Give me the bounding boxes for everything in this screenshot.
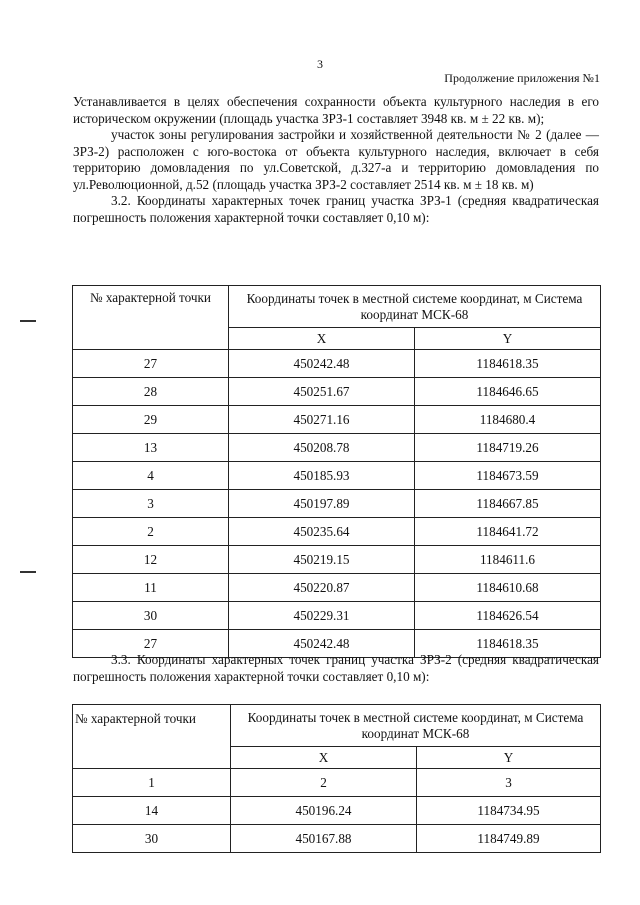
x-coordinate-cell: 450235.64 — [229, 518, 415, 546]
x-coordinate-cell: 450242.48 — [229, 630, 415, 658]
table-body — [73, 350, 601, 658]
intro-text — [73, 94, 599, 226]
page-number: 3 — [317, 57, 323, 71]
margin-mark — [20, 571, 36, 573]
x-coordinate-cell: 450208.78 — [229, 434, 415, 462]
x-coordinate-cell: 450185.93 — [229, 462, 415, 490]
point-number-cell: 28 — [73, 378, 229, 406]
point-number-cell: 29 — [73, 406, 229, 434]
y-coordinate-cell: 1184610.68 — [415, 574, 601, 602]
coordinates-table-zrz2 — [72, 704, 601, 853]
y-coordinate-cell: 1184673.59 — [415, 462, 601, 490]
x-coordinate-cell: 450220.87 — [229, 574, 415, 602]
table-body — [73, 769, 601, 853]
table-row — [73, 797, 601, 825]
table-row — [73, 518, 601, 546]
table-row — [73, 602, 601, 630]
y-coordinate-cell: 1184618.35 — [415, 350, 601, 378]
y-coordinate-cell: 1184667.85 — [415, 490, 601, 518]
table-row — [73, 378, 601, 406]
table-row — [73, 769, 601, 797]
column-header-x: X — [231, 747, 417, 769]
intro-paragraph-2: участок зоны регулирования застройки и хозяйственной деятельности № 2 (далее — ЗРЗ-2) расположен с юго-востока от объекта культурного наследия, включает в себя территорию домовладения по ул.Советской, д.327-а и территорию домовладения по ул.Революционной, д.52 (площадь участка ЗРЗ-2 составляет 2514 кв. м ± 18 кв. м) — [73, 127, 599, 192]
intro-paragraph-1: Устанавливается в целях обеспечения сохранности объекта культурного наследия в его историческом окружении (площадь участка ЗРЗ-1 составляет 3948 кв. м ± 22 кв. м); — [73, 94, 599, 126]
y-coordinate-cell: 1184734.95 — [417, 797, 601, 825]
point-number-cell: 3 — [73, 490, 229, 518]
table-row — [73, 406, 601, 434]
x-coordinate-cell: 450197.89 — [229, 490, 415, 518]
point-number-cell: 13 — [73, 434, 229, 462]
x-coordinate-cell: 2 — [231, 769, 417, 797]
point-number-cell: 1 — [73, 769, 231, 797]
y-coordinate-cell: 1184749.89 — [417, 825, 601, 853]
section-3-3 — [73, 652, 599, 685]
table-row — [73, 546, 601, 574]
y-coordinate-cell: 1184646.65 — [415, 378, 601, 406]
section-3-2-heading: 3.2. Координаты характерных точек границ участка ЗРЗ-1 (средняя квадратическая погрешность положения характерной точки составляет 0,10 м): — [73, 193, 599, 225]
x-coordinate-cell: 450271.16 — [229, 406, 415, 434]
y-coordinate-cell: 1184641.72 — [415, 518, 601, 546]
x-coordinate-cell: 450167.88 — [231, 825, 417, 853]
point-number-cell: 4 — [73, 462, 229, 490]
column-header-point-number: № характерной точки — [73, 286, 229, 350]
x-coordinate-cell: 450229.31 — [229, 602, 415, 630]
section-3-3-heading: 3.3. Координаты характерных точек границ участка ЗРЗ-2 (средняя квадратическая погрешность положения характерной точки составляет 0,10 м): — [73, 652, 599, 684]
point-number-cell: 14 — [73, 797, 231, 825]
table-row — [73, 462, 601, 490]
point-number-cell: 2 — [73, 518, 229, 546]
table-row — [73, 350, 601, 378]
x-coordinate-cell: 450219.15 — [229, 546, 415, 574]
table-row — [73, 825, 601, 853]
annex-title: Продолжение приложения №1 — [444, 71, 600, 85]
y-coordinate-cell: 1184719.26 — [415, 434, 601, 462]
column-header-coordinates: Координаты точек в местной системе координат, м Система координат МСК-68 — [231, 705, 601, 747]
margin-mark — [20, 320, 36, 322]
y-coordinate-cell: 1184680.4 — [415, 406, 601, 434]
table-row — [73, 574, 601, 602]
point-number-cell: 30 — [73, 602, 229, 630]
y-coordinate-cell: 1184618.35 — [415, 630, 601, 658]
column-header-y: Y — [415, 328, 601, 350]
y-coordinate-cell: 3 — [417, 769, 601, 797]
point-number-cell: 30 — [73, 825, 231, 853]
point-number-cell: 11 — [73, 574, 229, 602]
point-number-cell: 12 — [73, 546, 229, 574]
x-coordinate-cell: 450196.24 — [231, 797, 417, 825]
table-row — [73, 490, 601, 518]
column-header-y: Y — [417, 747, 601, 769]
column-header-coordinates: Координаты точек в местной системе координат, м Система координат МСК-68 — [229, 286, 601, 328]
point-number-cell: 27 — [73, 350, 229, 378]
coordinates-table-zrz1 — [72, 285, 601, 658]
y-coordinate-cell: 1184611.6 — [415, 546, 601, 574]
point-number-cell: 27 — [73, 630, 229, 658]
column-header-point-number: № характерной точки — [73, 705, 231, 769]
table-row — [73, 434, 601, 462]
x-coordinate-cell: 450242.48 — [229, 350, 415, 378]
column-header-x: X — [229, 328, 415, 350]
x-coordinate-cell: 450251.67 — [229, 378, 415, 406]
y-coordinate-cell: 1184626.54 — [415, 602, 601, 630]
